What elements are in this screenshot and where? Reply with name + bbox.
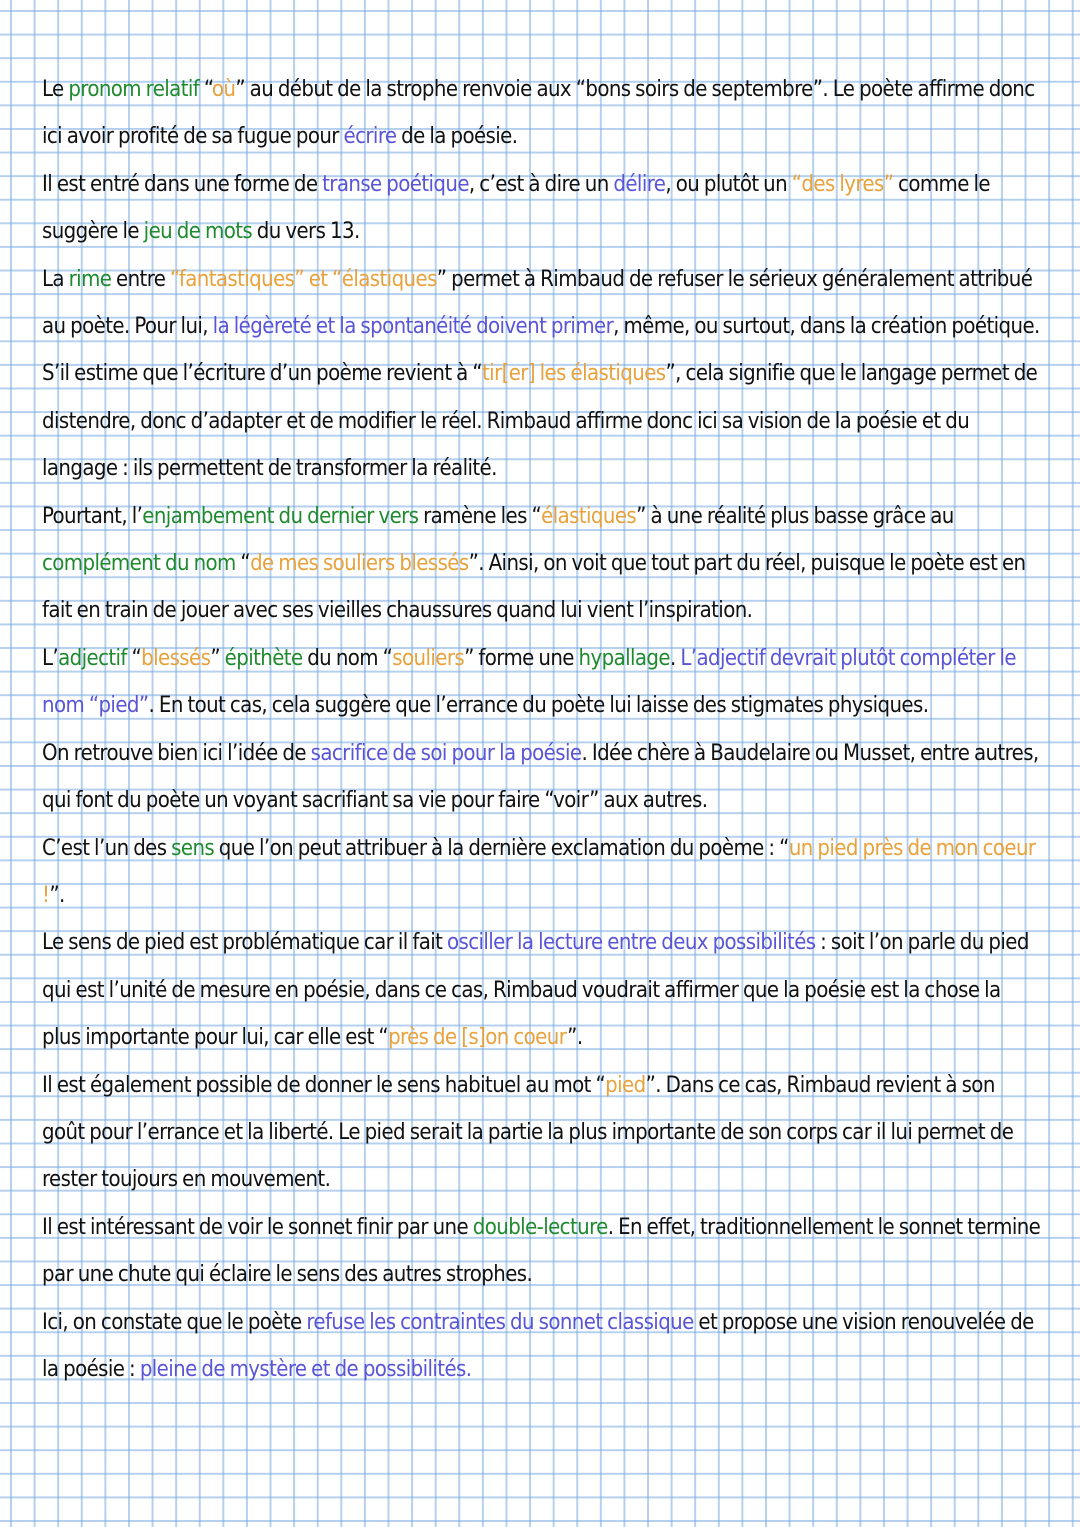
body-text: , c’est à dire un bbox=[468, 171, 614, 197]
body-text: ramène les “ bbox=[418, 503, 542, 529]
body-text: ” au début de la strophe renvoie aux “bons soirs de septembre”. Le poète affirme donc ici avoir profité de sa fugue pour bbox=[42, 77, 1040, 150]
highlighted-term: refuse les contraintes du sonnet classique bbox=[306, 1309, 694, 1335]
paragraph bbox=[42, 161, 1042, 256]
highlighted-term: enjambement du dernier vers bbox=[142, 503, 419, 529]
body-text: . Idée chère à Baudelaire ou Musset, entre autres, qui font du poète un voyant sacrifiant sa vie pour faire “voir” aux autres. bbox=[42, 740, 1044, 814]
highlighted-term: complément du nom bbox=[42, 551, 236, 577]
highlighted-term: sens bbox=[171, 835, 215, 861]
body-text: . En effet, traditionnellement le sonnet termine par une chute qui éclaire le sens des autres strophes. bbox=[42, 1214, 1045, 1288]
body-text: Il est entré dans une forme de bbox=[42, 171, 323, 197]
highlighted-term: pleine de mystère et de possibilités. bbox=[139, 1356, 472, 1382]
highlighted-term: double-lecture bbox=[472, 1214, 608, 1240]
highlighted-term: la légèreté et la spontanéité doivent primer bbox=[212, 314, 614, 340]
body-text: Ici, on constate que le poète bbox=[42, 1309, 307, 1335]
body-text: et propose une vision renouvelée de la poésie : bbox=[42, 1309, 1039, 1382]
body-text: Il est intéressant de voir le sonnet finir par une bbox=[42, 1214, 473, 1240]
body-text: La bbox=[42, 266, 69, 292]
body-text: ” à une réalité plus basse grâce au bbox=[636, 503, 959, 529]
highlighted-term: où bbox=[211, 77, 236, 102]
highlighted-term: un pied près de mon coeur ! bbox=[42, 835, 1041, 908]
body-text: ”, cela signifie que le langage permet de distendre, donc d’adapter et de modifier le réel. Rimbaud affirme donc ici sa vision de la poésie et du langage : ils permettent de transformer la réalité. bbox=[42, 361, 1042, 482]
highlighted-term: “fantastiques” et “élastiques bbox=[170, 266, 437, 292]
highlighted-term: de mes souliers blessés bbox=[250, 551, 469, 577]
body-text: du vers 13. bbox=[252, 219, 360, 245]
paragraph bbox=[42, 256, 1042, 351]
body-text: , même, ou surtout, dans la création poétique. bbox=[613, 314, 1040, 340]
body-text: On retrouve bien ici l’idée de bbox=[42, 740, 311, 766]
body-text: ”. bbox=[49, 882, 65, 908]
body-text: Le bbox=[42, 77, 69, 102]
body-text: Pourtant, l’ bbox=[42, 503, 143, 529]
paragraph bbox=[42, 66, 1042, 161]
highlighted-term: pied bbox=[605, 1072, 646, 1098]
paragraph bbox=[42, 635, 1042, 730]
highlighted-term: blessés bbox=[141, 645, 211, 671]
body-text: “ bbox=[199, 77, 212, 102]
highlighted-term: adjectif bbox=[58, 645, 127, 671]
body-text: Le sens de pied est problématique car il fait bbox=[42, 930, 447, 956]
paragraph bbox=[42, 825, 1042, 920]
highlighted-term: hypallage bbox=[578, 645, 670, 671]
highlighted-term: osciller la lecture entre deux possibilités bbox=[446, 930, 816, 956]
body-text: entre bbox=[111, 266, 171, 292]
body-text: comme le suggère le bbox=[42, 171, 995, 245]
body-text: : soit l’on parle du pied qui est l’unité de mesure en poésie, dans ce cas, Rimbaud voudrait affirmer que la poésie est la chose la plus importante pour lui, car elle est “ bbox=[42, 930, 1034, 1051]
highlighted-term: élastiques bbox=[541, 503, 637, 529]
body-text: que l’on peut attribuer à la dernière exclamation du poème : “ bbox=[214, 835, 789, 861]
body-text: de la poésie. bbox=[396, 124, 518, 150]
highlighted-term: “des lyres” bbox=[791, 171, 894, 197]
highlighted-term: rime bbox=[68, 266, 112, 292]
body-text: ”. Ainsi, on voit que tout part du réel, puisque le poète est en fait en train de jouer avec ses vieilles chaussures quand lui vient l’inspiration. bbox=[42, 551, 1031, 624]
body-text: ” permet à Rimbaud de refuser le sérieux généralement attribué au poète. Pour lui, bbox=[42, 266, 1037, 340]
body-text: S’il estime que l’écriture d’un poème revient à “ bbox=[42, 361, 483, 387]
paragraph bbox=[42, 919, 1042, 1061]
body-text: C’est l’un des bbox=[42, 835, 172, 861]
body-text: “ bbox=[235, 551, 251, 577]
body-text: du nom “ bbox=[302, 645, 393, 671]
highlighted-term: écrire bbox=[343, 124, 397, 150]
body-text: ” forme une bbox=[464, 645, 579, 671]
highlighted-term: sacrifice de soi pour la poésie bbox=[310, 740, 582, 766]
body-text: ” bbox=[210, 645, 225, 671]
highlighted-term: L’adjectif devrait plutôt compléter le nom “pied” bbox=[42, 645, 1021, 719]
highlighted-term: pronom relatif bbox=[68, 77, 200, 102]
body-text: . En tout cas, cela suggère que l’errance du poète lui laisse des stigmates physiques. bbox=[148, 693, 929, 719]
paragraph bbox=[42, 1204, 1045, 1299]
paragraph bbox=[42, 730, 1042, 825]
paragraph bbox=[42, 1062, 1042, 1204]
body-text: . bbox=[669, 645, 681, 671]
paragraph bbox=[42, 350, 1042, 492]
body-text: Il est également possible de donner le sens habituel au mot “ bbox=[42, 1072, 606, 1098]
body-text: ”. Dans ce cas, Rimbaud revient à son goût pour l’errance et la liberté. Le pied serait la partie la plus importante de son corps car il lui permet de rester toujours en mouvement. bbox=[42, 1072, 1018, 1193]
body-text: L’ bbox=[42, 645, 59, 671]
highlighted-term: transe poétique bbox=[322, 171, 469, 197]
highlighted-term: épithète bbox=[224, 645, 303, 671]
paragraph bbox=[42, 493, 1042, 635]
paragraph bbox=[42, 1299, 1042, 1394]
body-text: ”. bbox=[567, 1025, 583, 1051]
highlighted-term: près de [s]on coeur bbox=[388, 1025, 568, 1051]
notebook-page bbox=[42, 66, 1045, 1393]
body-text: “ bbox=[126, 645, 142, 671]
highlighted-term: tir[er] les élastiques bbox=[482, 361, 666, 387]
highlighted-term: délire bbox=[613, 171, 666, 197]
highlighted-term: souliers bbox=[392, 645, 465, 671]
highlighted-term: jeu de mots bbox=[143, 219, 253, 245]
body-text: , ou plutôt un bbox=[665, 171, 792, 197]
